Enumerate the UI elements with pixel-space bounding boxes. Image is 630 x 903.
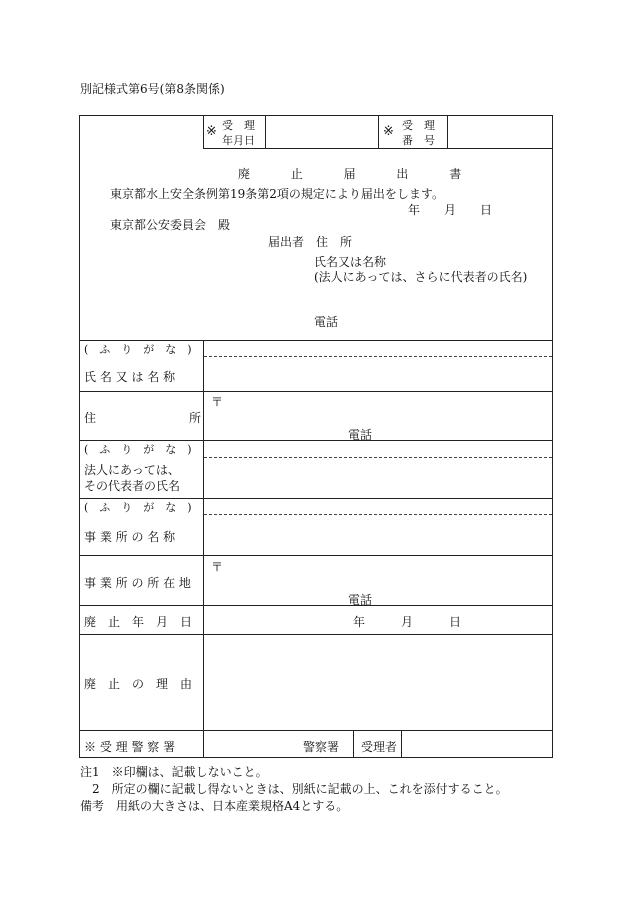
rep-label-line-2: その代表者の氏名 bbox=[84, 479, 181, 493]
remark: 備考 用紙の大きさは、日本産業規格A4とする。 bbox=[80, 799, 349, 813]
form-id: 別記様式第6号(第8条関係) bbox=[80, 82, 225, 96]
receiver-label: 受理者 bbox=[361, 740, 398, 754]
reception-number-mark: ※ bbox=[383, 124, 394, 139]
name-label: 氏 名 又 は 名 称 bbox=[84, 370, 176, 384]
office-location-label: 事 業 所 の 所 在 地 bbox=[84, 576, 191, 590]
address-label-right: 所 bbox=[189, 411, 202, 425]
rep-furigana-label: ( ふ り が な ) bbox=[84, 443, 192, 456]
reception-date-label-1: 受 理 bbox=[222, 119, 255, 132]
office-furigana-label: ( ふ り が な ) bbox=[84, 501, 192, 514]
applicant-name-note: (法人にあっては、さらに代表者の氏名) bbox=[314, 270, 528, 284]
reception-date-mark: ※ bbox=[206, 124, 217, 139]
closure-date-value: 年 月 日 bbox=[353, 615, 462, 629]
closure-reason-input[interactable] bbox=[206, 637, 550, 727]
document-title: 廃 止 届 出 書 bbox=[238, 167, 476, 181]
address-postal-mark: 〒 bbox=[211, 395, 224, 409]
address-phone-label: 電話 bbox=[348, 428, 373, 442]
office-name-input[interactable] bbox=[206, 517, 550, 553]
note-2: 2 所定の欄に記載し得ないときは、別紙に記載の上、これを添付すること。 bbox=[92, 782, 508, 796]
note-1: 注1 ※印欄は、記載しないこと。 bbox=[80, 765, 268, 779]
rep-name-input[interactable] bbox=[206, 460, 550, 496]
office-postal-mark: 〒 bbox=[211, 560, 224, 574]
applicant-phone-label: 電話 bbox=[314, 315, 339, 329]
name-furigana-input[interactable] bbox=[206, 342, 550, 355]
police-station-label: ※ 受 理 警 察 署 bbox=[84, 740, 176, 754]
applicant-address-label: 届出者 住 所 bbox=[268, 235, 353, 249]
office-name-label: 事 業 所 の 名 称 bbox=[84, 530, 176, 544]
reception-number-label-2: 番 号 bbox=[402, 134, 435, 147]
closure-reason-label: 廃 止 の 理 由 bbox=[84, 677, 193, 691]
submission-date: 年 月 日 bbox=[408, 203, 493, 217]
address-label-left: 住 bbox=[84, 411, 97, 425]
rep-label-line-1: 法人にあっては、 bbox=[84, 463, 180, 477]
police-station-suffix: 警察署 bbox=[303, 740, 340, 754]
name-furigana-label: ( ふ り が な ) bbox=[84, 343, 192, 356]
name-input[interactable] bbox=[206, 359, 550, 389]
applicant-name-label: 氏名又は名称 bbox=[314, 255, 387, 269]
statement: 東京都水上安全条例第19条第2項の規定により届出をします。 bbox=[110, 187, 444, 201]
office-phone-label: 電話 bbox=[348, 593, 373, 607]
addressee: 東京都公安委員会 殿 bbox=[110, 218, 231, 232]
reception-number-label-1: 受 理 bbox=[402, 119, 435, 132]
closure-date-label: 廃 止 年 月 日 bbox=[84, 615, 193, 629]
reception-date-label-2: 年月日 bbox=[222, 134, 255, 147]
